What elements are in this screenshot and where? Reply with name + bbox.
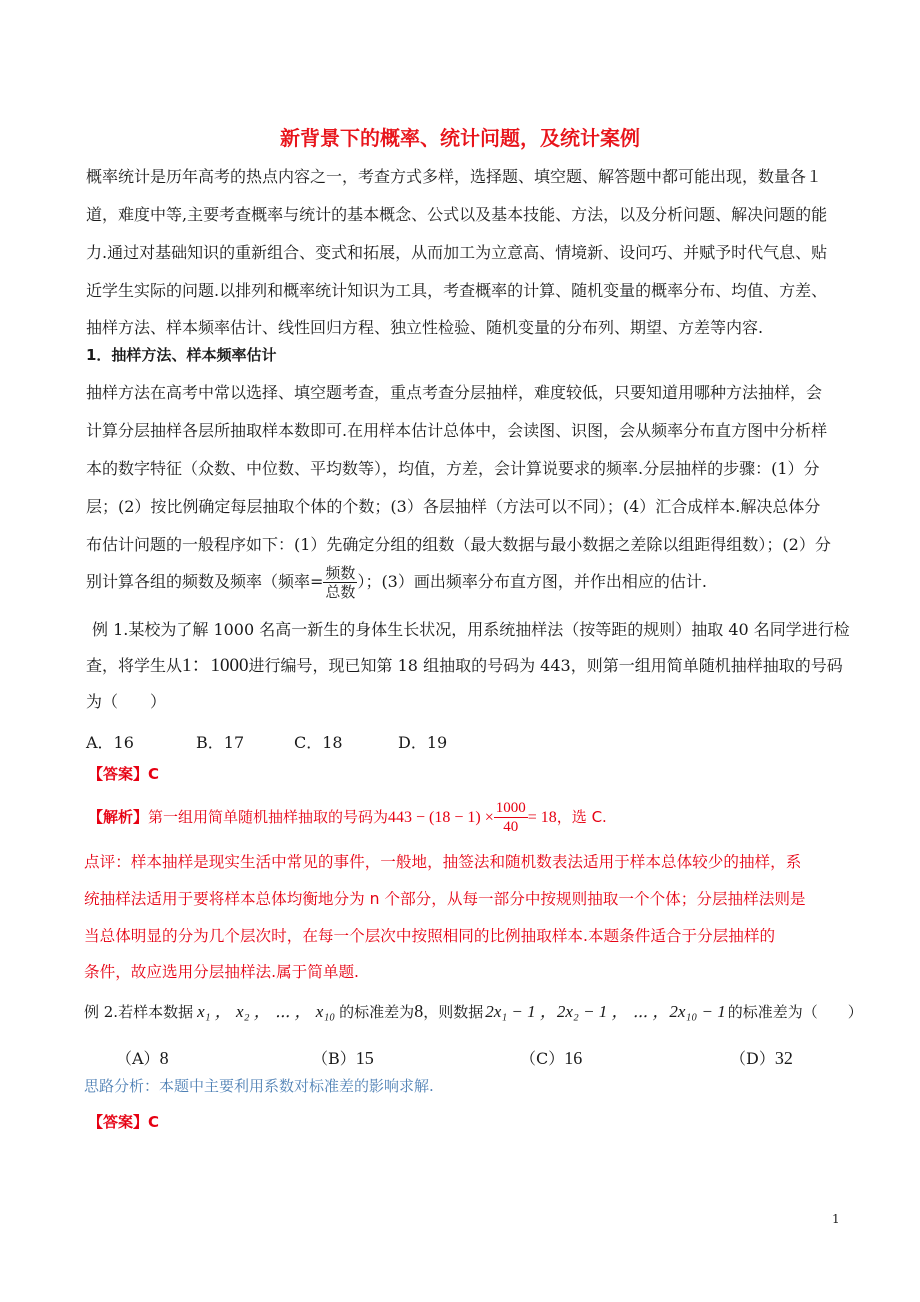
option-b: B．17 [196,733,245,752]
section-line-with-fraction [86,562,707,602]
text: 别计算各组的频数及频率（频率= [86,572,324,591]
section-line: 本的数字特征（众数、中位数、平均数等），均值，方差，会计算说要求的频率.分层抽样的步骤：(1）分 [86,459,820,478]
example1-line: 为（ ） [86,692,167,711]
intro-line: 近学生实际的问题.以排列和概率统计知识为工具，考查概率的计算、随机变量的概率分布、均值、方差、 [86,281,828,300]
comment-line: 统抽样法适用于要将样本总体均衡地分为 n 个部分，从每一部分中按规则抽取一个个体；分层抽样法则是 [84,890,806,908]
intro-line: 道，难度中等,主要考查概率与统计的基本概念、公式以及基本技能、方法，以及分析问题、解决问题的能 [86,205,828,224]
option-c: C．18 [294,733,343,752]
example2-line: 例 2.若样本数据 x₁ ， x₂ ， ⋯ ， x₁₀ 的标准差为8，则数据 2x₁ − 1 ，2x₂ − 1 ， ⋯ ，2x₁₀ − 1 的标准差为（ ） [84,1001,863,1021]
option-c: （C）16 [520,1048,583,1068]
example1-line: 例 1.某校为了解 1000 名高一新生的身体生长状况，用系统抽样法（按等距的规则）抽取 40 名同学进行检 [92,620,850,639]
option-b: （B）15 [312,1048,374,1068]
math-range: 1：1000 [182,655,249,676]
intro-line: 力.通过对基础知识的重新组合、变式和拓展，从而加工为立意高、情境新、设问巧、并赋予时代气息、贴 [86,243,828,262]
page-title: 新背景下的概率、统计问题，及统计案例 [280,126,640,150]
intro-line: 概率统计是历年高考的热点内容之一，考查方式多样，选择题、填空题、解答题中都可能出现，数量各１ [86,167,823,186]
section-line: 布估计问题的一般程序如下：(1）先确定分组的组数（最大数据与最小数据之差除以组距得组数）；(2）分 [86,535,831,554]
option-d: （D）32 [730,1048,793,1068]
comment-line: 点评：样本抽样是现实生活中常见的事件，一般地，抽签法和随机数表法适用于样本总体较少的抽样，系 [84,853,802,871]
hint-line: 思路分析：本题中主要利用系数对标准差的影响求解. [84,1077,434,1095]
section-heading: 1．抽样方法、样本频率估计 [86,346,277,364]
comment-line: 当总体明显的分为几个层次时，在每一个层次中按照相同的比例抽取样本.本题条件适合于分层抽样的 [84,927,776,945]
option-a: （A）8 [116,1048,169,1068]
frequency-fraction: $\frac{\text{频数}}{\text{总数}}$ [325,564,356,601]
example1-line: 查，将学生从1：1000进行编号，现已知第 18 组抽取的号码为 443，则第一组用简单随机抽样抽取的号码 [86,655,843,676]
option-d: D．19 [398,733,448,752]
intro-line: 抽样方法、样本频率估计、线性回归方程、独立性检验、随机变量的分布列、期望、方差等内容. [86,318,764,337]
text: ）；(3）画出频率分布直方图，并作出相应的估计. [357,572,707,591]
answer-label: 【答案】C [88,765,160,783]
option-a: A．16 [86,733,134,752]
answer-label: 【答案】C [88,1113,160,1131]
section-line: 计算分层抽样各层所抽取样本数即可.在用样本估计总体中，会读图、识图，会从频率分布直方图中分析样 [86,421,828,440]
analysis-fraction: $\frac{1000}{40}$ [495,800,526,835]
section-line: 层；(2）按比例确定每层抽取个体的个数；(3）各层抽样（方法可以不同）；(4）汇合成样本.解决总体分 [86,497,821,516]
section-line: 抽样方法在高考中常以选择、填空题考查，重点考查分层抽样，难度较低，只要知道用哪种方法抽样，会 [86,383,823,402]
page-number: 1 [832,1212,840,1226]
comment-line: 条件，故应选用分层抽样法.属于简单题. [84,963,360,981]
analysis-line: 【解析】第一组用简单随机抽样抽取的号码为443 − (18 − 1) × $\frac{1000}{40}$ = 18，选 C. [88,800,607,835]
